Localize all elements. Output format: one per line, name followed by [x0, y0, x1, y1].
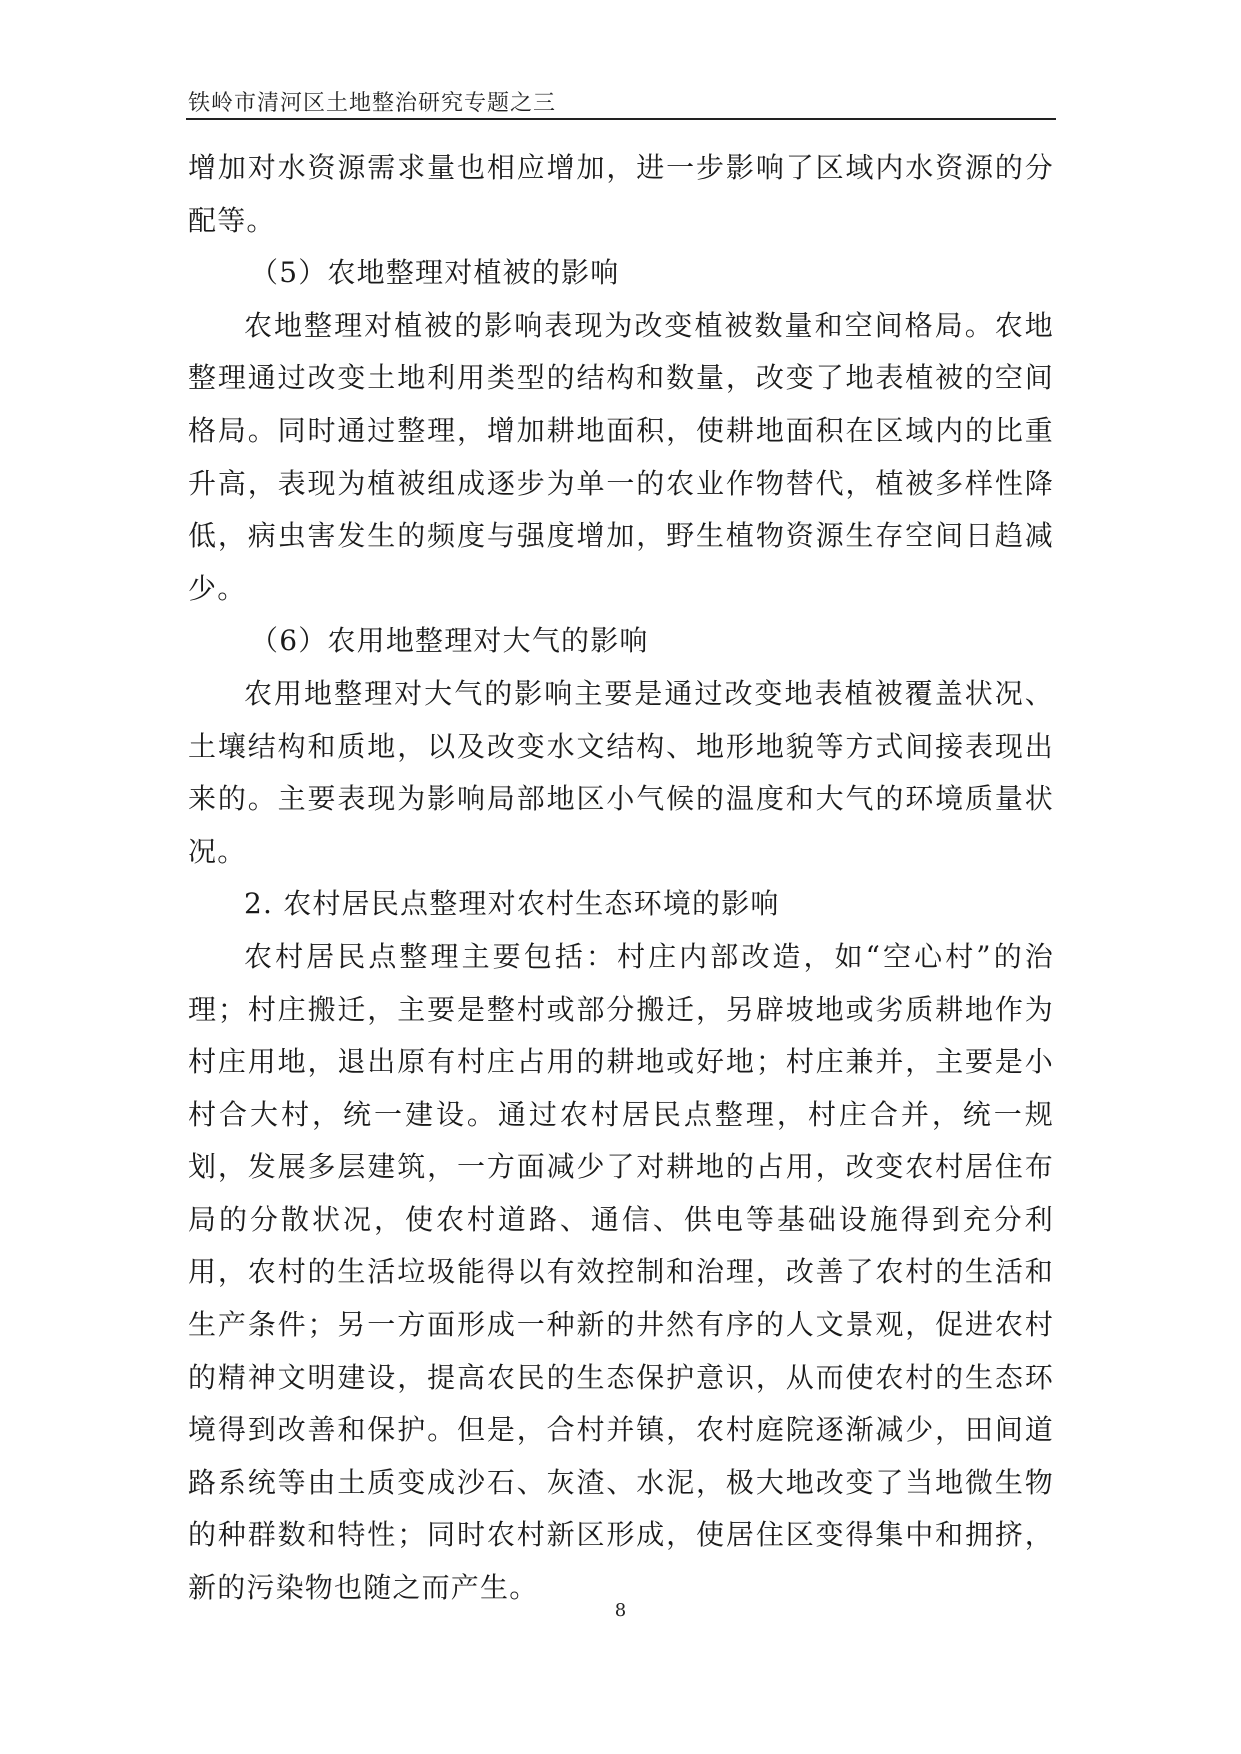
paragraph-atmosphere: 农用地整理对大气的影响主要是通过改变地表植被覆盖状况、土壤结构和质地，以及改变水文结构、地形地貌等方式间接表现出来的。主要表现为影响局部地区小气候的温度和大气的环境质量状况。 — [188, 676, 1054, 868]
document-body — [188, 142, 1054, 1615]
page-number: 8 — [614, 1600, 627, 1621]
paragraph-rural-settlement: 农村居民点整理主要包括：村庄内部改造，如“空心村”的治理；村庄搬迁，主要是整村或部分搬迁，另辟坡地或劣质耕地作为村庄用地，退出原有村庄占用的耕地或好地；村庄兼并，主要是小村合大村，统一建设。通过农村居民点整理，村庄合并，统一规划，发展多层建筑，一方面减少了对耕地的占用，改变农村居住布局的分散状况，使农村道路、通信、供电等基础设施得到充分利用，农村的生活垃圾能得以有效控制和治理，改善了农村的生活和生产条件；另一方面形成一种新的井然有序的人文景观，促进农村的精神文明建设，提高农民的生态保护意识，从而使农村的生态环境得到改善和保护。但是，合村并镇，农村庭院逐渐减少，田间道路系统等由土质变成沙石、灰渣、水泥，极大地改变了当地微生物的种群数和特性；同时农村新区形成，使居住区变得集中和拥挤，新的污染物也随之而产生。 — [188, 939, 1054, 1605]
section-heading-5: （5）农地整理对植被的影响 — [250, 256, 620, 290]
paragraph-vegetation: 农地整理对植被的影响表现为改变植被数量和空间格局。农地整理通过改变土地利用类型的结构和数量，改变了地表植被的空间格局。同时通过整理，增加耕地面积，使耕地面积在区域内的比重升高，表现为植被组成逐步为单一的农业作物替代，植被多样性降低，病虫害发生的频度与强度增加，野生植物资源生存空间日趋减少。 — [188, 308, 1054, 605]
section-heading-2: 2. 农村居民点整理对农村生态环境的影响 — [244, 887, 780, 921]
section-heading-6: （6）农用地整理对大气的影响 — [250, 624, 649, 658]
running-header: 铁岭市清河区土地整治研究专题之三 — [188, 91, 557, 116]
paragraph-continuation: 增加对水资源需求量也相应增加，进一步影响了区域内水资源的分配等。 — [188, 151, 1054, 237]
header-rule — [186, 118, 1056, 120]
